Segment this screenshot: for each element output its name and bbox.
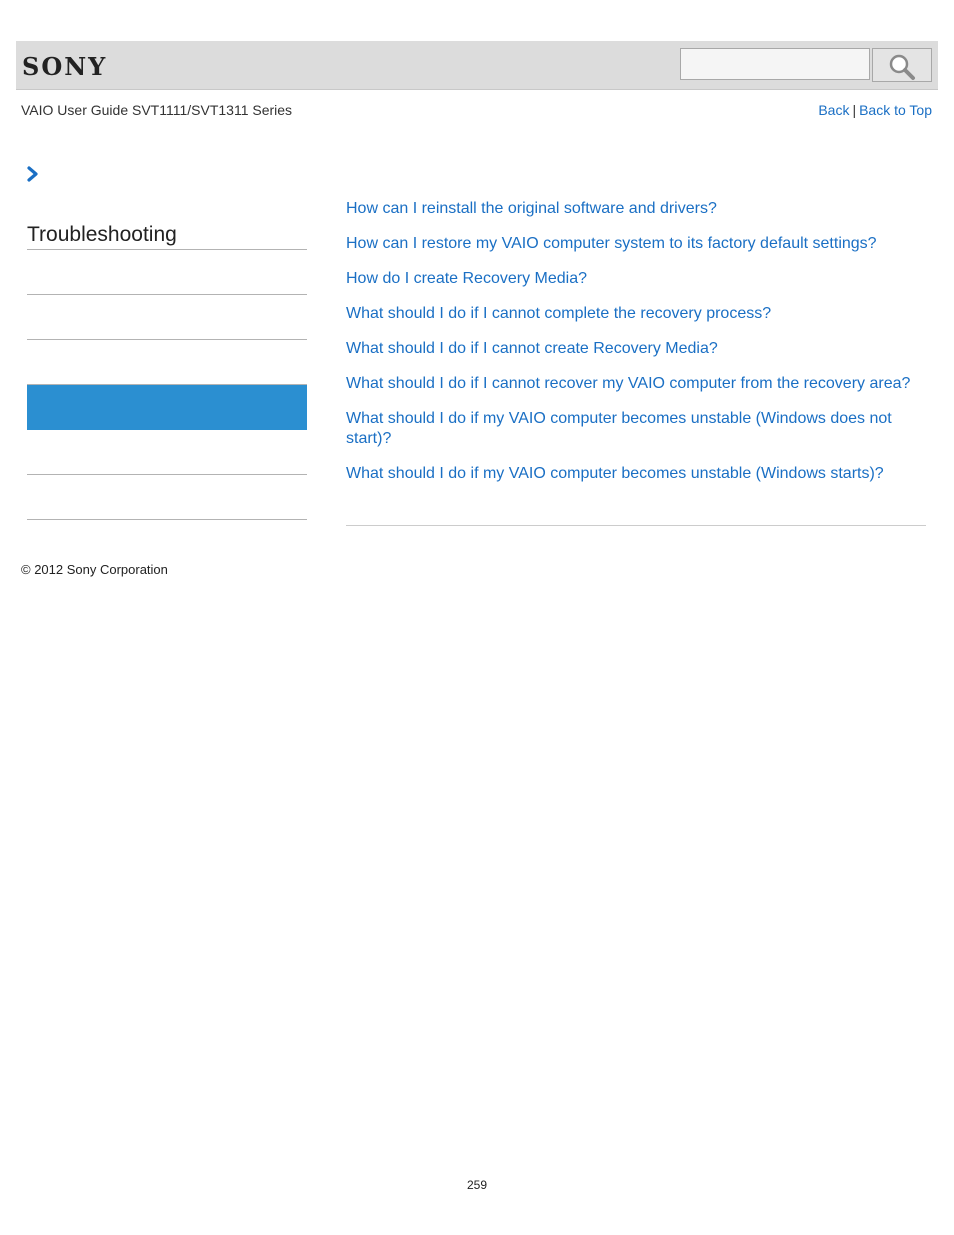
nav-separator: |	[852, 102, 857, 118]
topic-link-reinstall-software[interactable]: How can I reinstall the original software and drivers?	[346, 200, 717, 217]
top-nav-links	[818, 102, 932, 118]
list-item	[346, 339, 926, 359]
topic-link-restore-factory[interactable]: How can I restore my VAIO computer system to its factory default settings?	[346, 235, 877, 252]
content-divider	[346, 525, 926, 526]
page-number: 259	[466, 1178, 488, 1192]
list-item	[346, 199, 926, 219]
topic-link-unstable-starts[interactable]: What should I do if my VAIO computer becomes unstable (Windows starts)?	[346, 465, 884, 482]
copyright: © 2012 Sony Corporation	[21, 562, 168, 577]
back-link[interactable]: Back	[818, 102, 850, 118]
chevron-right-icon	[26, 166, 40, 182]
search-input[interactable]	[680, 48, 870, 80]
sidebar-item[interactable]	[27, 295, 307, 340]
list-item	[346, 269, 926, 289]
topic-link-cannot-complete-recovery[interactable]: What should I do if I cannot complete the recovery process?	[346, 305, 772, 322]
sidebar-item[interactable]	[27, 430, 307, 475]
search-button[interactable]	[872, 48, 932, 82]
sidebar-item[interactable]	[27, 250, 307, 295]
topic-link-cannot-create-media[interactable]: What should I do if I cannot create Recovery Media?	[346, 340, 718, 357]
topic-link-unstable-no-start[interactable]: What should I do if my VAIO computer becomes unstable (Windows does not start)?	[346, 410, 892, 447]
sidebar-item-active[interactable]	[27, 385, 307, 430]
list-item	[346, 464, 926, 484]
sidebar-item[interactable]	[27, 475, 307, 520]
list-item	[346, 234, 926, 254]
header-bar	[16, 41, 938, 90]
back-to-top-link[interactable]: Back to Top	[859, 102, 932, 118]
sony-logo[interactable]: SONY	[22, 52, 108, 81]
magnifier-icon	[888, 53, 916, 81]
topic-link-create-recovery-media[interactable]: How do I create Recovery Media?	[346, 270, 587, 287]
breadcrumb[interactable]	[26, 166, 40, 187]
sidebar-item[interactable]	[27, 340, 307, 385]
sidebar-title: Troubleshooting	[27, 220, 307, 250]
guide-title: VAIO User Guide SVT1111/SVT1311 Series	[21, 102, 293, 118]
list-item	[346, 374, 926, 394]
sidebar	[27, 220, 307, 520]
list-item	[346, 409, 926, 449]
topic-link-cannot-recover-area[interactable]: What should I do if I cannot recover my VAIO computer from the recovery area?	[346, 375, 911, 392]
topic-link-list	[346, 199, 926, 499]
list-item	[346, 304, 926, 324]
